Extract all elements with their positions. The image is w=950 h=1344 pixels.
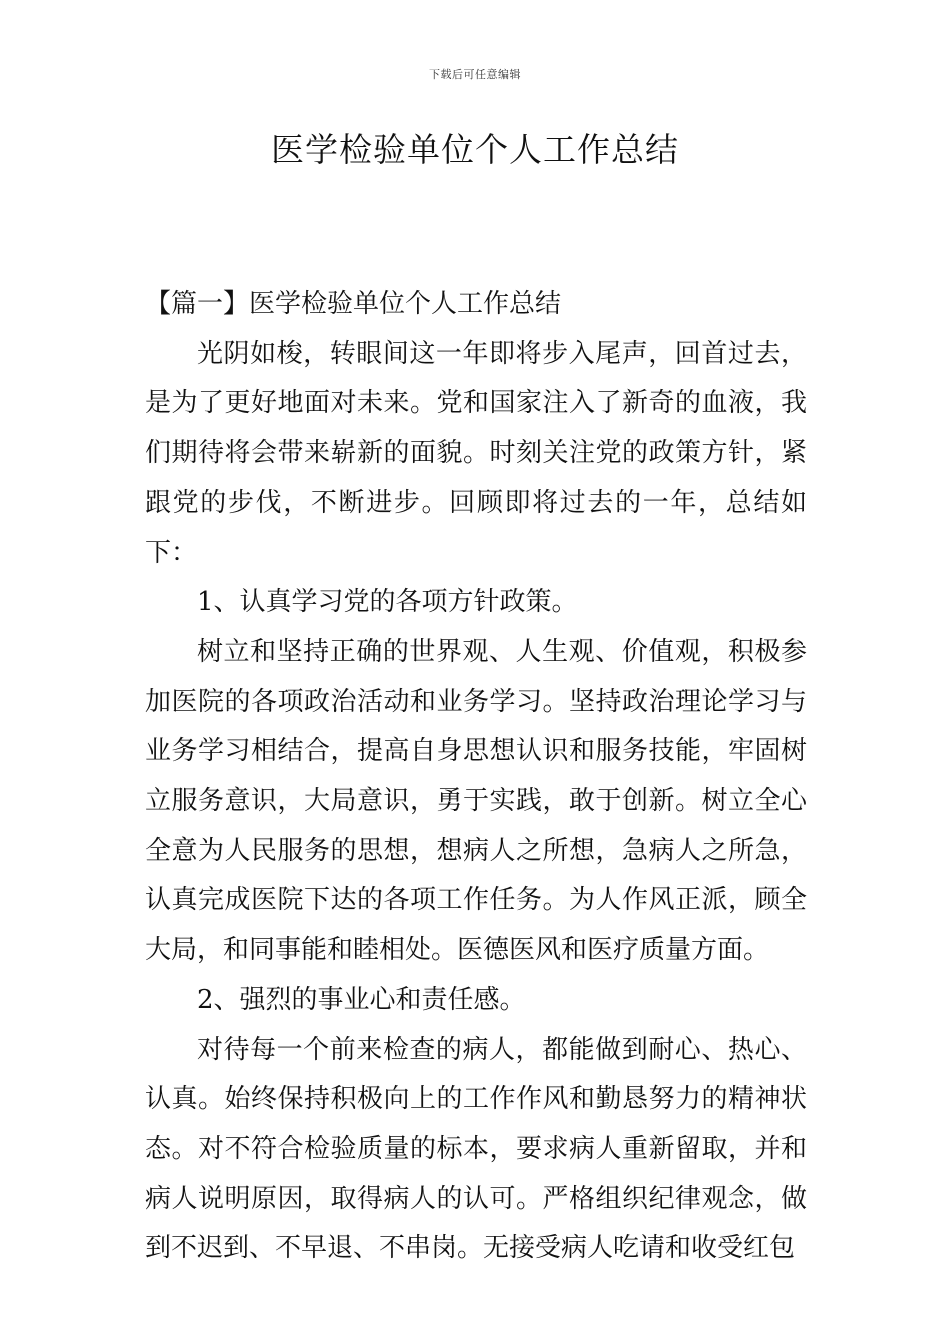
document-body: [145, 280, 807, 1274]
paragraph-responsibility: 对待每一个前来检查的病人，都能做到耐心、热心、认真。始终保持积极向上的工作作风和勤恳努力的精神状态。对不符合检验质量的标本，要求病人重新留取，并和病人说明原因，取得病人的认可。严格组织纪律观念，做到不迟到、不早退、不串岗。无接受病人吃请和收受红包: [145, 1034, 807, 1264]
paragraph-study: 树立和坚持正确的世界观、人生观、价值观，积极参加医院的各项政治活动和业务学习。坚持政治理论学习与业务学习相结合，提高自身思想认识和服务技能，牢固树立服务意识，大局意识，勇于实践，敢于创新。树立全心全意为人民服务的思想，想病人之所想，急病人之所急，认真完成医院下达的各项工作任务。为人作风正派，顾全大局，和同事能和睦相处。医德医风和医疗质量方面。: [145, 636, 807, 966]
paragraph-intro: 光阴如梭，转眼间这一年即将步入尾声，回首过去，是为了更好地面对未来。党和国家注入了新奇的血液，我们期待将会带来崭新的面貌。时刻关注党的政策方针，紧跟党的步伐，不断进步。回顾即将过去的一年，总结如下：: [145, 338, 807, 568]
list-item-heading-1: 1、认真学习党的各项方针政策。: [197, 587, 578, 618]
section-heading: 【篇一】医学检验单位个人工作总结: [145, 289, 562, 319]
document-title: 医学检验单位个人工作总结: [271, 130, 679, 169]
list-item-heading-2: 2、强烈的事业心和责任感。: [197, 984, 526, 1015]
header-note: 下载后可任意编辑: [429, 68, 521, 81]
